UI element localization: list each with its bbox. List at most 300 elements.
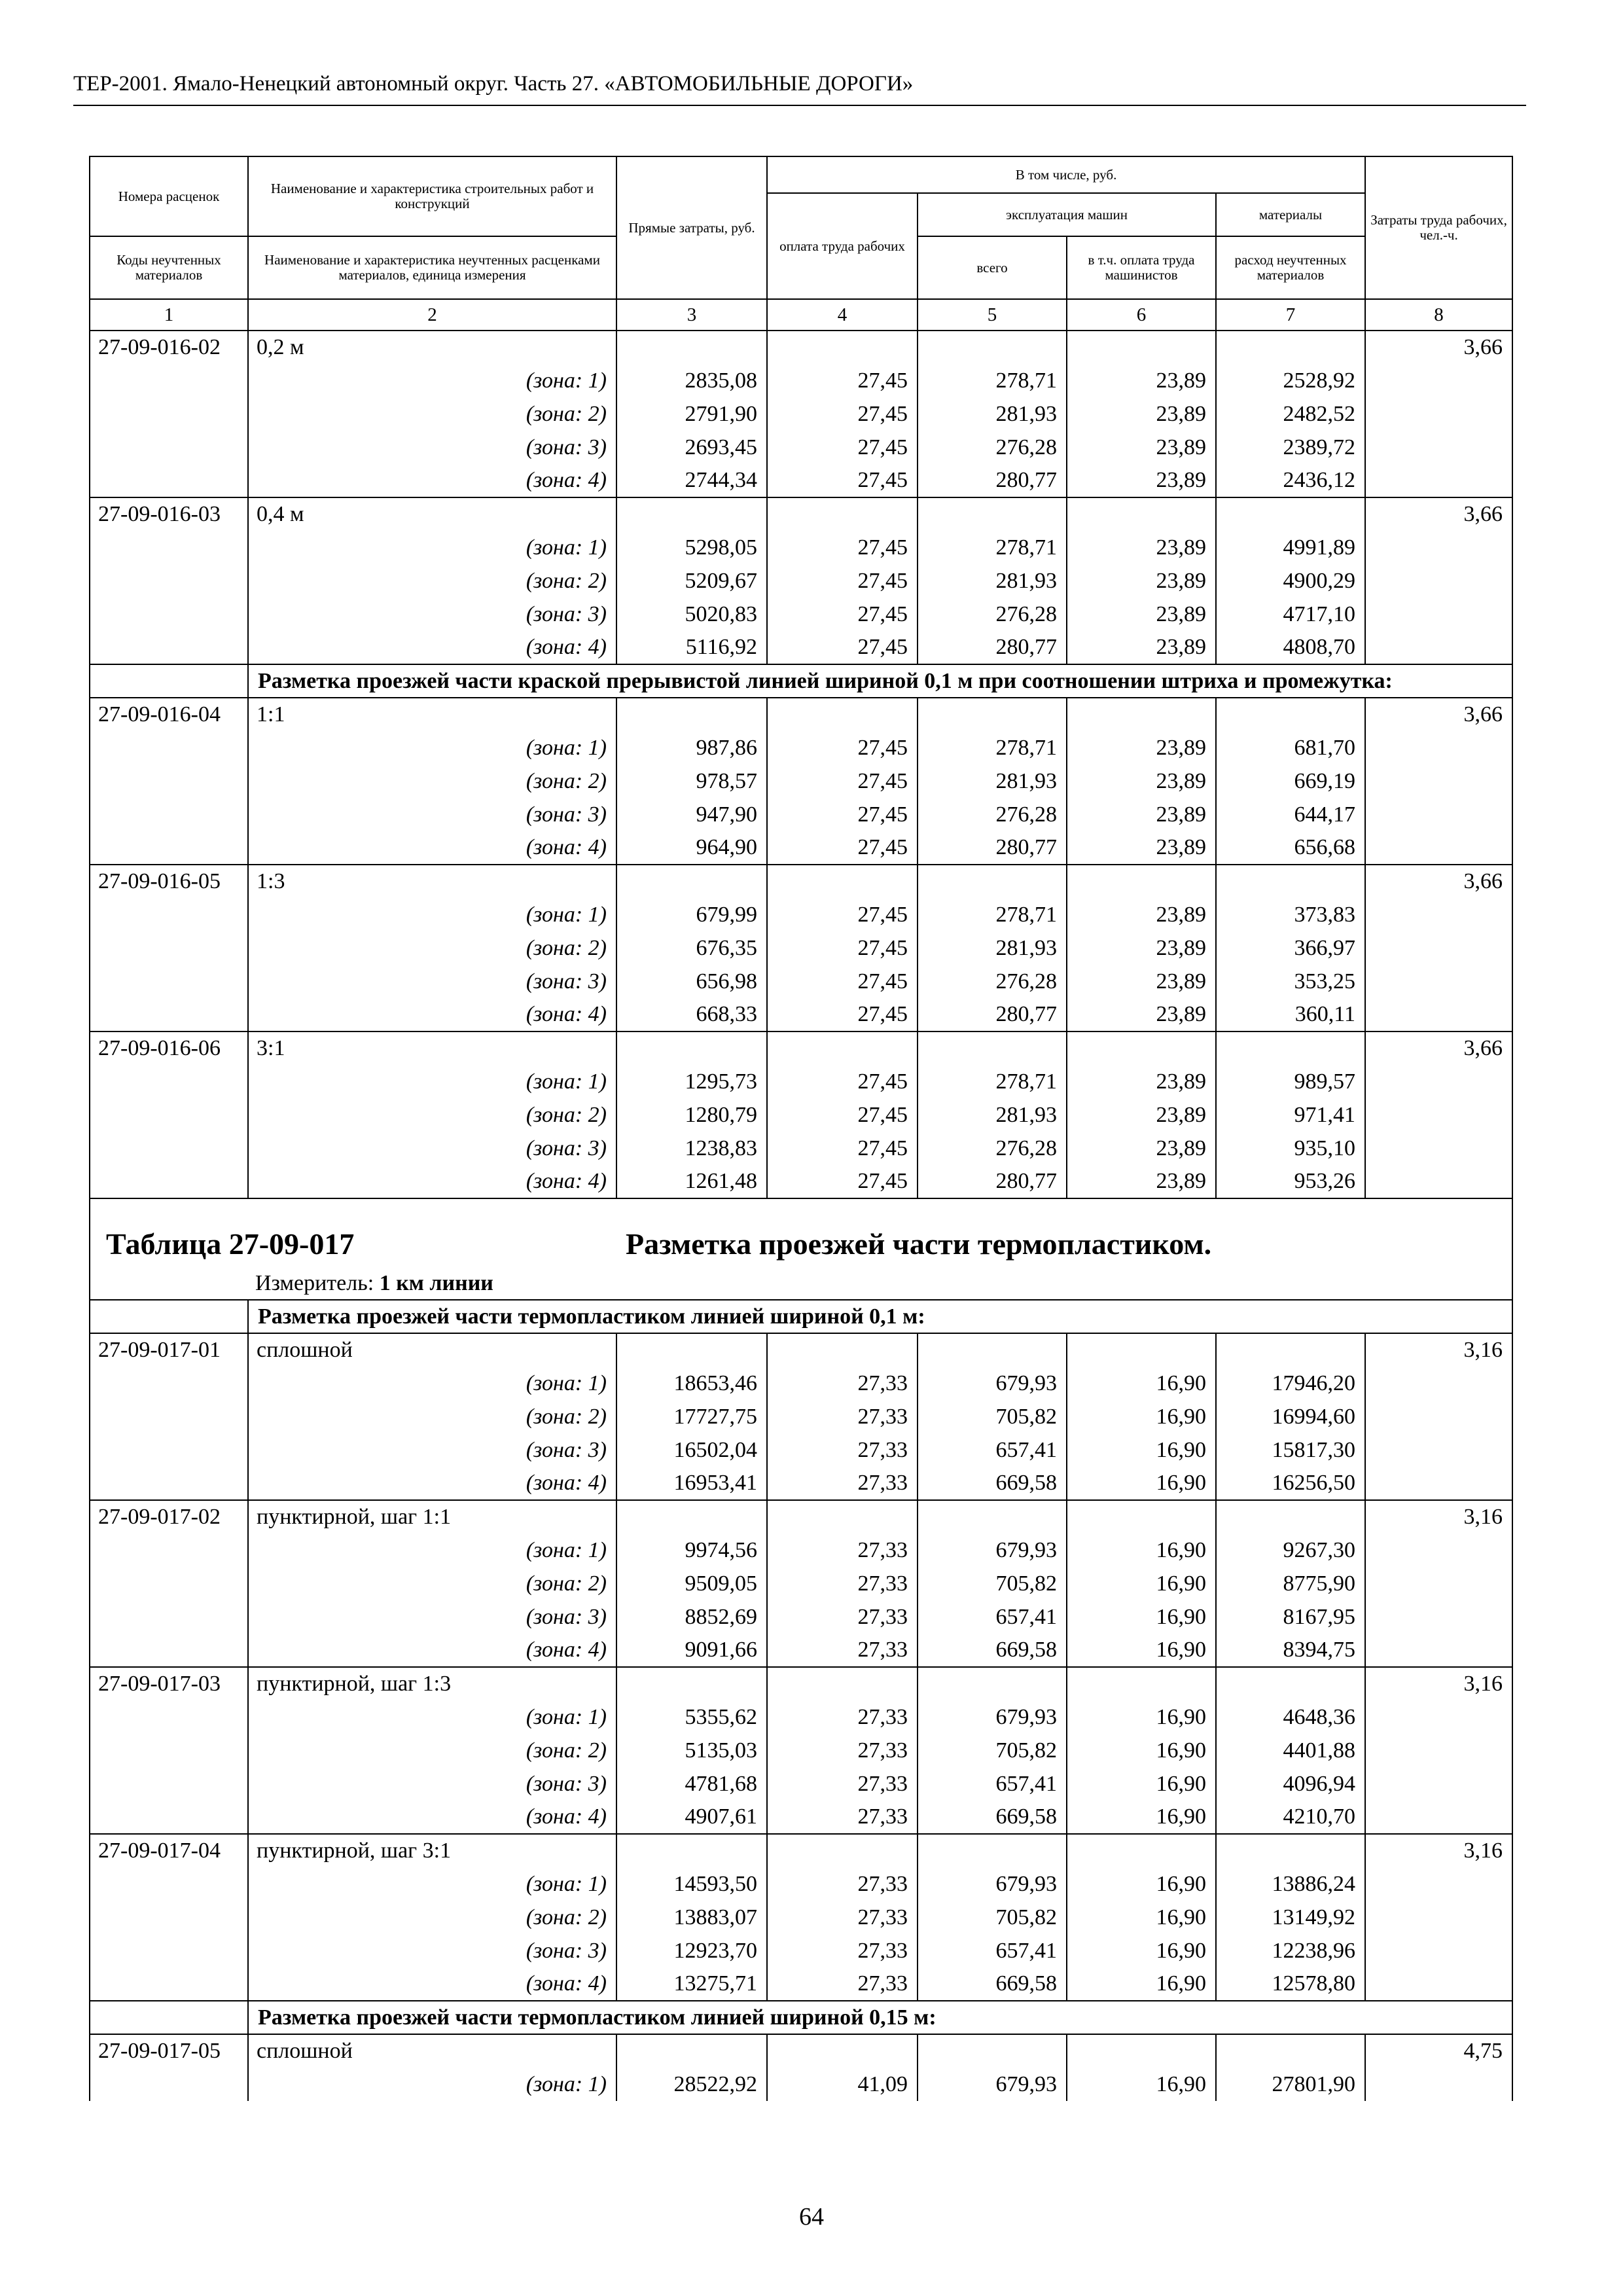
empty-cell — [90, 664, 248, 698]
empty-cell — [1365, 397, 1512, 431]
zone-label: (зона: 4) — [248, 1801, 616, 1834]
rate-name: 0,4 м — [248, 497, 616, 531]
empty-cell — [767, 1031, 918, 1065]
rate-row — [90, 1333, 1512, 1367]
labor-pay-cell: 27,45 — [767, 1165, 918, 1198]
rate-code: 27-09-017-02 — [90, 1500, 248, 1534]
labor-pay-cell: 27,33 — [767, 1634, 918, 1667]
empty-cell — [1067, 2034, 1216, 2068]
direct-cost-cell: 18653,46 — [616, 1367, 767, 1400]
zone-label: (зона: 3) — [248, 431, 616, 464]
machines-total-cell: 669,58 — [918, 1801, 1067, 1834]
machines-total-cell: 280,77 — [918, 998, 1067, 1031]
zone-label: (зона: 2) — [248, 931, 616, 965]
empty-cell — [616, 698, 767, 731]
zone-row — [90, 1734, 1512, 1767]
empty-cell — [90, 2001, 248, 2034]
empty-cell — [90, 898, 248, 931]
header-material-name: Наименование и характеристика неучтенных расценками материалов, единица измерения — [248, 236, 616, 299]
zone-row — [90, 1700, 1512, 1734]
labor-hours-cell: 3,66 — [1365, 331, 1512, 364]
group-heading: Разметка проезжей части краской прерывистой линией шириной 0,1 м при соотношении штриха и промежутка: — [248, 664, 1512, 698]
machinist-pay-cell: 16,90 — [1067, 1934, 1216, 1967]
direct-cost-cell: 12923,70 — [616, 1934, 767, 1967]
rate-code: 27-09-017-03 — [90, 1667, 248, 1700]
zone-label: (зона: 1) — [248, 1534, 616, 1567]
column-number: 1 — [90, 299, 248, 331]
labor-pay-cell: 27,45 — [767, 431, 918, 464]
labor-pay-cell: 27,45 — [767, 931, 918, 965]
empty-cell — [918, 1333, 1067, 1367]
empty-cell — [1365, 1132, 1512, 1165]
empty-cell — [90, 1400, 248, 1433]
empty-cell — [90, 1867, 248, 1901]
machines-total-cell: 657,41 — [918, 1600, 1067, 1634]
empty-cell — [918, 1667, 1067, 1700]
rate-code: 27-09-016-02 — [90, 331, 248, 364]
empty-cell — [1365, 965, 1512, 998]
empty-cell — [90, 798, 248, 831]
rates-table — [89, 156, 1513, 2101]
labor-pay-cell: 27,45 — [767, 364, 918, 397]
machines-total-cell: 278,71 — [918, 531, 1067, 564]
materials-cell: 13886,24 — [1216, 1867, 1365, 1901]
machinist-pay-cell: 23,89 — [1067, 431, 1216, 464]
column-number: 7 — [1216, 299, 1365, 331]
empty-cell — [1067, 1834, 1216, 1867]
labor-pay-cell: 27,33 — [767, 1534, 918, 1567]
zone-label: (зона: 4) — [248, 464, 616, 497]
machinist-pay-cell: 23,89 — [1067, 798, 1216, 831]
machinist-pay-cell: 23,89 — [1067, 1132, 1216, 1165]
machines-total-cell: 276,28 — [918, 798, 1067, 831]
zone-row — [90, 731, 1512, 764]
materials-cell: 27801,90 — [1216, 2068, 1365, 2101]
empty-cell — [918, 497, 1067, 531]
zone-label: (зона: 4) — [248, 1967, 616, 2001]
empty-cell — [1365, 464, 1512, 497]
labor-pay-cell: 27,45 — [767, 764, 918, 798]
zone-label: (зона: 3) — [248, 1433, 616, 1467]
zone-label: (зона: 4) — [248, 1165, 616, 1198]
zone-row — [90, 998, 1512, 1031]
zone-label: (зона: 1) — [248, 1367, 616, 1400]
machinist-pay-cell: 23,89 — [1067, 831, 1216, 865]
machinist-pay-cell: 23,89 — [1067, 1165, 1216, 1198]
labor-pay-cell: 27,45 — [767, 1065, 918, 1098]
labor-pay-cell: 27,45 — [767, 831, 918, 865]
materials-cell: 2436,12 — [1216, 464, 1365, 497]
labor-pay-cell: 27,45 — [767, 564, 918, 598]
labor-pay-cell: 27,45 — [767, 798, 918, 831]
zone-label: (зона: 2) — [248, 1567, 616, 1600]
zone-row — [90, 1934, 1512, 1967]
empty-cell — [616, 2034, 767, 2068]
empty-cell — [918, 1031, 1067, 1065]
empty-cell — [1216, 497, 1365, 531]
materials-cell: 4717,10 — [1216, 598, 1365, 631]
zone-label: (зона: 3) — [248, 798, 616, 831]
zone-label: (зона: 1) — [248, 1700, 616, 1734]
machinist-pay-cell: 23,89 — [1067, 898, 1216, 931]
rate-row — [90, 331, 1512, 364]
materials-cell: 2482,52 — [1216, 397, 1365, 431]
empty-cell — [918, 865, 1067, 898]
measurement-label: Измеритель: — [255, 1271, 374, 1295]
empty-cell — [1365, 1098, 1512, 1132]
machinist-pay-cell: 23,89 — [1067, 397, 1216, 431]
machinist-pay-cell: 23,89 — [1067, 564, 1216, 598]
empty-cell — [1365, 1165, 1512, 1198]
machines-total-cell: 281,93 — [918, 931, 1067, 965]
zone-row — [90, 965, 1512, 998]
machinist-pay-cell: 16,90 — [1067, 1734, 1216, 1767]
materials-cell: 4401,88 — [1216, 1734, 1365, 1767]
zone-row — [90, 631, 1512, 664]
rate-name: 1:1 — [248, 698, 616, 731]
materials-cell: 935,10 — [1216, 1132, 1365, 1165]
machinist-pay-cell: 16,90 — [1067, 1634, 1216, 1667]
zone-row — [90, 1801, 1512, 1834]
empty-cell — [1365, 598, 1512, 631]
zone-row — [90, 1567, 1512, 1600]
empty-cell — [1365, 1967, 1512, 2001]
direct-cost-cell: 5355,62 — [616, 1700, 767, 1734]
machines-total-cell: 276,28 — [918, 965, 1067, 998]
rate-row — [90, 2034, 1512, 2068]
empty-cell — [90, 1367, 248, 1400]
empty-cell — [1216, 1500, 1365, 1534]
header-rate-number: Номера расценок — [90, 156, 248, 236]
materials-cell: 681,70 — [1216, 731, 1365, 764]
empty-cell — [1067, 331, 1216, 364]
empty-cell — [918, 331, 1067, 364]
empty-cell — [1365, 1700, 1512, 1734]
measurement-unit — [255, 1267, 493, 1300]
empty-cell — [1216, 1333, 1365, 1367]
materials-cell: 2528,92 — [1216, 364, 1365, 397]
zone-row — [90, 531, 1512, 564]
labor-pay-cell: 27,45 — [767, 464, 918, 497]
zone-row — [90, 1065, 1512, 1098]
direct-cost-cell: 964,90 — [616, 831, 767, 865]
materials-cell: 644,17 — [1216, 798, 1365, 831]
empty-cell — [90, 1165, 248, 1198]
labor-pay-cell: 27,45 — [767, 1098, 918, 1132]
labor-hours-cell: 3,16 — [1365, 1834, 1512, 1867]
empty-cell — [1365, 564, 1512, 598]
machines-total-cell: 280,77 — [918, 831, 1067, 865]
empty-cell — [1365, 1634, 1512, 1667]
rate-code: 27-09-016-06 — [90, 1031, 248, 1065]
zone-row — [90, 931, 1512, 965]
machinist-pay-cell: 23,89 — [1067, 764, 1216, 798]
labor-pay-cell: 27,33 — [767, 1700, 918, 1734]
zone-label: (зона: 1) — [248, 731, 616, 764]
empty-cell — [1365, 1433, 1512, 1467]
header-direct-costs: Прямые затраты, руб. — [616, 156, 767, 299]
zone-label: (зона: 1) — [248, 1867, 616, 1901]
materials-cell: 4808,70 — [1216, 631, 1365, 664]
empty-cell — [1216, 331, 1365, 364]
labor-pay-cell: 27,33 — [767, 1433, 918, 1467]
labor-pay-cell: 27,33 — [767, 1767, 918, 1801]
header-materials: материалы — [1216, 193, 1365, 236]
empty-cell — [767, 698, 918, 731]
rate-name: 1:3 — [248, 865, 616, 898]
empty-cell — [90, 1098, 248, 1132]
empty-cell — [918, 2034, 1067, 2068]
zone-row — [90, 464, 1512, 497]
empty-cell — [90, 431, 248, 464]
rate-row — [90, 865, 1512, 898]
labor-pay-cell: 27,45 — [767, 598, 918, 631]
zone-row — [90, 1165, 1512, 1198]
labor-hours-cell: 3,16 — [1365, 1500, 1512, 1534]
materials-cell: 4096,94 — [1216, 1767, 1365, 1801]
materials-cell: 8167,95 — [1216, 1600, 1365, 1634]
empty-cell — [1067, 1500, 1216, 1534]
rate-row — [90, 497, 1512, 531]
direct-cost-cell: 5116,92 — [616, 631, 767, 664]
empty-cell — [1365, 1567, 1512, 1600]
machines-total-cell: 278,71 — [918, 898, 1067, 931]
zone-label: (зона: 3) — [248, 598, 616, 631]
machines-total-cell: 679,93 — [918, 1367, 1067, 1400]
rate-code: 27-09-017-04 — [90, 1834, 248, 1867]
empty-cell — [1365, 1600, 1512, 1634]
empty-cell — [90, 1934, 248, 1967]
empty-cell — [1365, 931, 1512, 965]
rate-name: пунктирной, шаг 1:1 — [248, 1500, 616, 1534]
empty-cell — [90, 464, 248, 497]
empty-cell — [90, 1132, 248, 1165]
materials-cell: 16994,60 — [1216, 1400, 1365, 1433]
materials-cell: 13149,92 — [1216, 1901, 1365, 1934]
empty-cell — [90, 564, 248, 598]
direct-cost-cell: 14593,50 — [616, 1867, 767, 1901]
rate-row — [90, 1500, 1512, 1534]
empty-cell — [918, 1834, 1067, 1867]
machines-total-cell: 705,82 — [918, 1901, 1067, 1934]
materials-cell: 4648,36 — [1216, 1700, 1365, 1734]
empty-cell — [90, 1534, 248, 1567]
zone-row — [90, 2068, 1512, 2101]
direct-cost-cell: 16502,04 — [616, 1433, 767, 1467]
rate-row — [90, 698, 1512, 731]
empty-cell — [90, 1433, 248, 1467]
direct-cost-cell: 5209,67 — [616, 564, 767, 598]
empty-cell — [1365, 1065, 1512, 1098]
direct-cost-cell: 978,57 — [616, 764, 767, 798]
empty-cell — [767, 1333, 918, 1367]
zone-row — [90, 1967, 1512, 2001]
zone-row — [90, 397, 1512, 431]
machines-total-cell: 281,93 — [918, 1098, 1067, 1132]
rate-row — [90, 1667, 1512, 1700]
empty-cell — [90, 965, 248, 998]
zone-row — [90, 1132, 1512, 1165]
empty-cell — [90, 1801, 248, 1834]
direct-cost-cell: 4781,68 — [616, 1767, 767, 1801]
zone-label: (зона: 1) — [248, 531, 616, 564]
machinist-pay-cell: 16,90 — [1067, 1801, 1216, 1834]
zone-row — [90, 1867, 1512, 1901]
empty-cell — [90, 1300, 248, 1333]
empty-cell — [1365, 1534, 1512, 1567]
column-number: 5 — [918, 299, 1067, 331]
empty-cell — [1067, 497, 1216, 531]
machines-total-cell: 281,93 — [918, 764, 1067, 798]
empty-cell — [616, 1834, 767, 1867]
empty-cell — [1365, 431, 1512, 464]
zone-row — [90, 798, 1512, 831]
empty-cell — [616, 1031, 767, 1065]
header-material-codes: Коды неучтенных материалов — [90, 236, 248, 299]
empty-cell — [1067, 1031, 1216, 1065]
direct-cost-cell: 1238,83 — [616, 1132, 767, 1165]
direct-cost-cell: 668,33 — [616, 998, 767, 1031]
machinist-pay-cell: 23,89 — [1067, 531, 1216, 564]
zone-row — [90, 1400, 1512, 1433]
direct-cost-cell: 676,35 — [616, 931, 767, 965]
column-number: 6 — [1067, 299, 1216, 331]
empty-cell — [1365, 831, 1512, 865]
empty-cell — [90, 1065, 248, 1098]
machinist-pay-cell: 16,90 — [1067, 1567, 1216, 1600]
rate-code: 27-09-016-05 — [90, 865, 248, 898]
header-machinist-pay: в т.ч. оплата труда машинистов — [1067, 236, 1216, 299]
empty-cell — [1216, 1834, 1365, 1867]
column-number: 4 — [767, 299, 918, 331]
zone-row — [90, 1634, 1512, 1667]
machinist-pay-cell: 16,90 — [1067, 2068, 1216, 2101]
empty-cell — [90, 598, 248, 631]
rate-name: пунктирной, шаг 3:1 — [248, 1834, 616, 1867]
empty-cell — [90, 1467, 248, 1500]
empty-cell — [1365, 731, 1512, 764]
empty-cell — [1365, 1467, 1512, 1500]
materials-cell: 4210,70 — [1216, 1801, 1365, 1834]
machines-total-cell: 657,41 — [918, 1934, 1067, 1967]
machines-total-cell: 281,93 — [918, 564, 1067, 598]
labor-pay-cell: 27,45 — [767, 531, 918, 564]
direct-cost-cell: 5135,03 — [616, 1734, 767, 1767]
empty-cell — [1365, 631, 1512, 664]
zone-row — [90, 1433, 1512, 1467]
materials-cell: 353,25 — [1216, 965, 1365, 998]
direct-cost-cell: 8852,69 — [616, 1600, 767, 1634]
materials-cell: 669,19 — [1216, 764, 1365, 798]
empty-cell — [1365, 764, 1512, 798]
running-header: ТЕР-2001. Ямало-Ненецкий автономный округ. Часть 27. «АВТОМОБИЛЬНЫЕ ДОРОГИ» — [73, 72, 914, 96]
direct-cost-cell: 987,86 — [616, 731, 767, 764]
group-heading-row — [90, 2001, 1512, 2034]
labor-pay-cell: 27,45 — [767, 898, 918, 931]
machines-total-cell: 705,82 — [918, 1567, 1067, 1600]
empty-cell — [1216, 2034, 1365, 2068]
materials-cell: 373,83 — [1216, 898, 1365, 931]
header-machines-total: всего — [918, 236, 1067, 299]
empty-cell — [90, 2068, 248, 2101]
rate-row — [90, 1031, 1512, 1065]
rate-name: пунктирной, шаг 1:3 — [248, 1667, 616, 1700]
materials-cell: 9267,30 — [1216, 1534, 1365, 1567]
empty-cell — [1067, 1333, 1216, 1367]
machinist-pay-cell: 23,89 — [1067, 731, 1216, 764]
machines-total-cell: 705,82 — [918, 1400, 1067, 1433]
zone-label: (зона: 2) — [248, 1734, 616, 1767]
rate-row — [90, 1834, 1512, 1867]
labor-pay-cell: 27,45 — [767, 397, 918, 431]
labor-hours-cell: 3,66 — [1365, 1031, 1512, 1065]
machines-total-cell: 679,93 — [918, 1867, 1067, 1901]
zone-label: (зона: 3) — [248, 1934, 616, 1967]
machines-total-cell: 280,77 — [918, 631, 1067, 664]
header-labor-pay: оплата труда рабочих — [767, 193, 918, 299]
empty-cell — [1067, 1667, 1216, 1700]
empty-cell — [90, 531, 248, 564]
labor-hours-cell: 3,66 — [1365, 865, 1512, 898]
empty-cell — [1365, 998, 1512, 1031]
zone-label: (зона: 1) — [248, 1065, 616, 1098]
machinist-pay-cell: 16,90 — [1067, 1367, 1216, 1400]
machines-total-cell: 278,71 — [918, 364, 1067, 397]
machines-total-cell: 679,93 — [918, 1700, 1067, 1734]
empty-cell — [90, 998, 248, 1031]
materials-cell: 953,26 — [1216, 1165, 1365, 1198]
materials-cell: 17946,20 — [1216, 1367, 1365, 1400]
empty-cell — [767, 331, 918, 364]
zone-row — [90, 1098, 1512, 1132]
empty-cell — [616, 497, 767, 531]
empty-cell — [1067, 865, 1216, 898]
empty-cell — [1216, 698, 1365, 731]
direct-cost-cell: 13275,71 — [616, 1967, 767, 2001]
direct-cost-cell: 2835,08 — [616, 364, 767, 397]
direct-cost-cell: 17727,75 — [616, 1400, 767, 1433]
zone-row — [90, 431, 1512, 464]
machinist-pay-cell: 16,90 — [1067, 1600, 1216, 1634]
materials-cell: 12578,80 — [1216, 1967, 1365, 2001]
zone-row — [90, 831, 1512, 865]
labor-pay-cell: 27,33 — [767, 1400, 918, 1433]
machines-total-cell: 669,58 — [918, 1634, 1067, 1667]
column-number: 3 — [616, 299, 767, 331]
empty-cell — [90, 931, 248, 965]
materials-cell: 656,68 — [1216, 831, 1365, 865]
labor-pay-cell: 27,33 — [767, 1600, 918, 1634]
machinist-pay-cell: 16,90 — [1067, 1534, 1216, 1567]
empty-cell — [90, 831, 248, 865]
rate-name: сплошной — [248, 1333, 616, 1367]
machinist-pay-cell: 16,90 — [1067, 1967, 1216, 2001]
empty-cell — [1216, 1667, 1365, 1700]
rate-name: 0,2 м — [248, 331, 616, 364]
machinist-pay-cell: 23,89 — [1067, 931, 1216, 965]
labor-hours-cell: 3,66 — [1365, 497, 1512, 531]
rate-name: 3:1 — [248, 1031, 616, 1065]
empty-cell — [1365, 1734, 1512, 1767]
zone-label: (зона: 1) — [248, 898, 616, 931]
labor-pay-cell: 27,33 — [767, 1734, 918, 1767]
empty-cell — [90, 1634, 248, 1667]
measurement-value: 1 км линии — [379, 1271, 493, 1295]
zone-label: (зона: 2) — [248, 764, 616, 798]
empty-cell — [616, 865, 767, 898]
labor-pay-cell: 27,45 — [767, 631, 918, 664]
machines-total-cell: 278,71 — [918, 731, 1067, 764]
